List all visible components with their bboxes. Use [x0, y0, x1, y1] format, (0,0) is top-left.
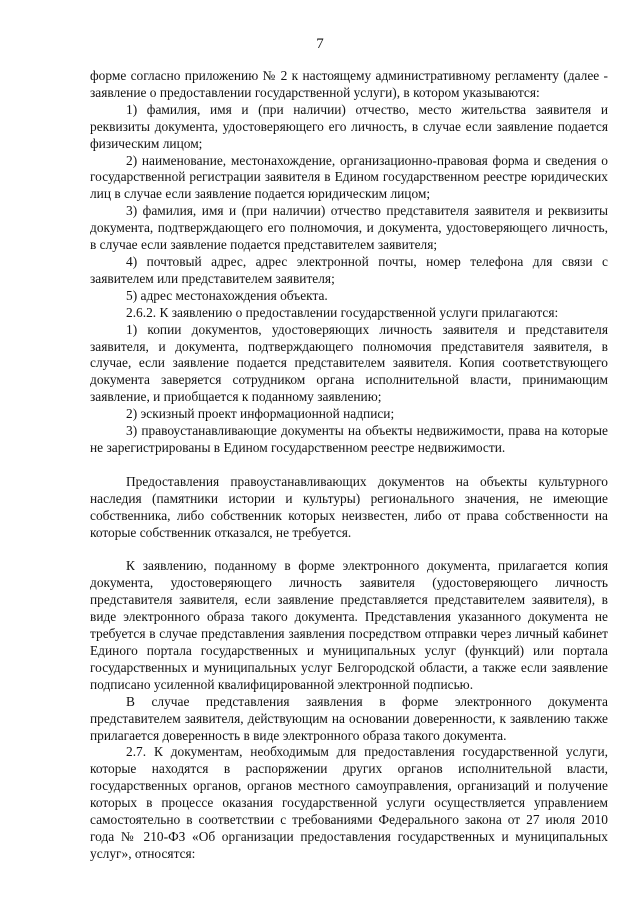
- paragraph-attachment-3: 3) правоустанавливающие документы на объекты недвижимости, права на которые не зарегистрированы в Едином государственном реестре недвижимости.: [90, 423, 608, 455]
- paragraph-item-2: 2) наименование, местонахождение, организационно-правовая форма и сведения о государственной регистрации заявителя в Едином государственном реестре юридических лиц в случае если заявление подается юридическим лицом;: [90, 152, 608, 202]
- paragraph-item-1: 1) фамилия, имя и (при наличии) отчество, место жительства заявителя и реквизиты документа, удостоверяющего его личность, в случае если заявление подается физическим лицом;: [90, 101, 608, 151]
- paragraph-cultural-heritage: Предоставления правоустанавливающих документов на объекты культурного наследия (памятники истории и культуры) регионального значения, не имеющие собственника, либо собственник которых неизвестен, либо от права собственности на которые собственник отказался, не требуется.: [90, 473, 608, 540]
- paragraph-attachment-1: 1) копии документов, удостоверяющих личность заявителя и представителя заявителя, и документа, подтверждающего полномочия представителя заявителя, в случае, если заявление подается представителем заявителя. Копия соответствующего документа заверяется сотрудником органа исполнительной власти, принимающим заявление, и приобщается к поданному заявлению;: [90, 321, 608, 405]
- paragraph-electronic-document: К заявлению, поданному в форме электронного документа, прилагается копия документа, удостоверяющего личность заявителя (удостоверяющего личность представителя заявителя, если заявление представляется представителем заявителя), в виде электронного образа такого документа. Представления указанного документа не требуется в случае представления заявления посредством отправки через личный кабинет Единого портала государственных и муниципальных услуг (функций) или портала государственных и муниципальных услуг Белгородской области, а также если заявление подписано усиленной квалифицированной электронной подписью.: [90, 558, 608, 692]
- paragraph-2-7: 2.7. К документам, необходимым для предоставления государственной услуги, которые находятся в распоряжении других органов исполнительной власти, государственных органов, органов местного самоуправления, организаций и получение которых в процессе оказания государственной услуги осуществляется управлением самостоятельно в соответствии с требованиями Федерального закона от 27 июля 2010 года № 210-ФЗ «Об организации предоставления государственных и муниципальных услуг», относятся:: [90, 744, 608, 861]
- paragraph-item-4: 4) почтовый адрес, адрес электронной почты, номер телефона для связи с заявителем или представителем заявителя;: [90, 253, 608, 286]
- paragraph-item-5: 5) адрес местонахождения объекта.: [126, 287, 328, 303]
- paragraph-intro: форме согласно приложению № 2 к настоящему административному регламенту (далее - заявление о предоставлении государственной услуги), в котором указываются:: [90, 68, 608, 100]
- paragraph-item-3: 3) фамилия, имя и (при наличии) отчество представителя заявителя и реквизиты документа, подтверждающего его полномочия, и документа, удостоверяющего личность, в случае если заявление подается представителем заявителя;: [90, 203, 608, 253]
- paragraph-2-6-2: 2.6.2. К заявлению о предоставлении государственной услуги прилагаются:: [126, 304, 559, 320]
- paragraph-attachment-2: 2) эскизный проект информационной надписи;: [126, 406, 395, 422]
- document-body: [90, 68, 608, 863]
- paragraph-power-of-attorney: В случае представления заявления в форме электронного документа представителем заявителя, действующим на основании доверенности, к заявлению также прилагается доверенность в виде электронного образа такого документа.: [90, 693, 608, 743]
- page-number: 7: [316, 36, 324, 52]
